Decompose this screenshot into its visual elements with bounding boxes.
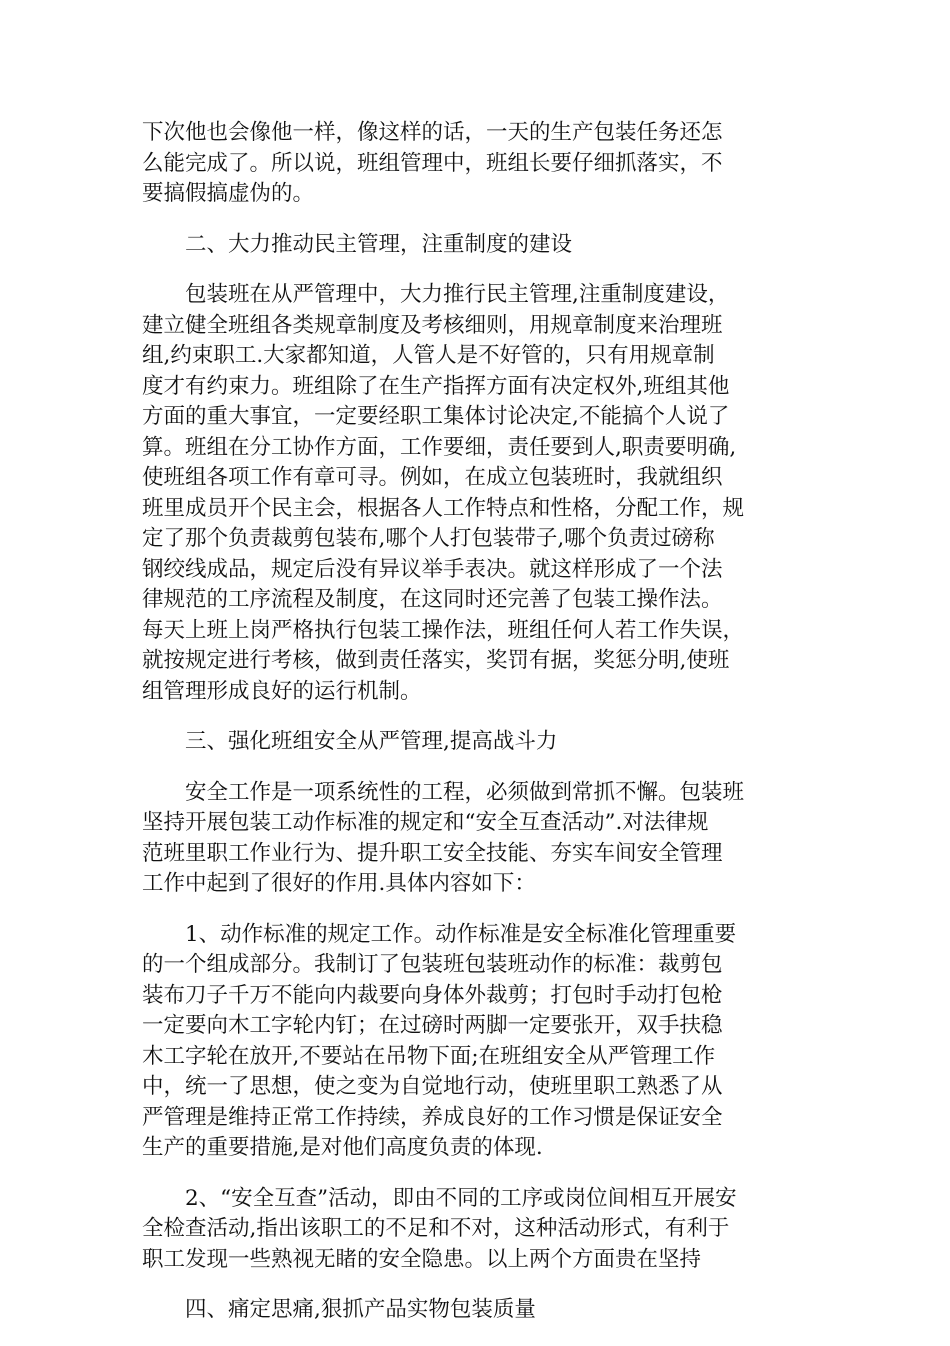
text-line: 2、“安全互查”活动，即由不同的工序或岗位间相互开展安 — [185, 1185, 737, 1211]
text-line: 木工字轮在放开,不要站在吊物下面;在班组安全从严管理工作 — [142, 1043, 716, 1069]
section-heading-2 — [142, 230, 810, 261]
text-line: 建立健全班组各类规章制度及考核细则，用规章制度来治理班 — [142, 312, 723, 338]
text-line: 钢绞线成品，规定后没有异议举手表决。就这样形成了一个法 — [142, 556, 723, 582]
text-line: 工作中起到了很好的作用.具体内容如下： — [142, 871, 536, 896]
text-line: 一定要向木工字轮内钉；在过磅时两脚一定要张开，双手扶稳 — [142, 1013, 723, 1038]
heading-text: 二、大力推动民主管理，注重制度的建设 — [185, 231, 573, 257]
text-line: 律规范的工序流程及制度，在这同时还完善了包装工操作法。 — [142, 587, 723, 612]
text-line: 职工发现一些熟视无睹的安全隐患。以上两个方面贵在坚持 — [142, 1246, 702, 1272]
text-line: 使班组各项工作有章可寻。例如，在成立包装班时，我就组织 — [142, 465, 723, 490]
text-line: 生产的重要措施,是对他们高度负责的体现. — [142, 1135, 543, 1160]
text-line: 严管理是维持正常工作持续，养成良好的工作习惯是保证安全 — [142, 1104, 723, 1130]
section-heading-4 — [142, 1295, 810, 1326]
text-line: 么能完成了。所以说，班组管理中，班组长要仔细抓落实，不 — [142, 150, 723, 176]
text-line: 定了那个负责裁剪包装布,哪个人打包装带子,哪个负责过磅称 — [142, 526, 715, 551]
text-line: 包装班在从严管理中，大力推行民主管理,注重制度建设， — [185, 282, 730, 307]
document-page — [142, 118, 810, 1346]
paragraph-action-standards — [142, 920, 810, 1164]
paragraph-mutual-inspection — [142, 1184, 810, 1276]
paragraph-continuation — [142, 118, 810, 210]
text-line: 全检查活动,指出该职工的不足和不对，这种活动形式，有利于 — [142, 1216, 730, 1241]
heading-text: 三、强化班组安全从严管理,提高战斗力 — [185, 729, 558, 754]
text-line: 度才有约束力。班组除了在生产指挥方面有决定权外,班组其他 — [142, 373, 730, 399]
text-line: 要搞假搞虚伪的。 — [142, 181, 315, 206]
text-line: 每天上班上岗严格执行包装工操作法，班组任何人若工作失误， — [142, 617, 745, 643]
text-line: 1、动作标准的规定工作。动作标准是安全标准化管理重要 — [185, 921, 737, 947]
text-line: 下次他也会像他一样，像这样的话，一天的生产包装任务还怎 — [142, 120, 723, 145]
text-line: 组,约束职工.大家都知道，人管人是不好管的，只有用规章制 — [142, 343, 715, 368]
text-line: 装布刀子千万不能向内裁要向身体外裁剪；打包时手动打包枪 — [142, 982, 723, 1008]
section-heading-3 — [142, 727, 810, 758]
text-line: 班里成员开个民主会，根据各人工作特点和性格，分配工作，规 — [142, 495, 745, 521]
text-line: 的一个组成部分。我制订了包装班包装班动作的标准：裁剪包 — [142, 952, 723, 977]
text-line: 组管理形成良好的运行机制。 — [142, 678, 422, 704]
paragraph-safety-work — [142, 778, 810, 900]
text-line: 就按规定进行考核，做到责任落实，奖罚有据，奖惩分明,使班 — [142, 648, 730, 673]
text-line: 算。班组在分工协作方面，工作要细，责任要到人,职责要明确, — [142, 434, 737, 460]
heading-text: 四、痛定思痛,狠抓产品实物包装质量 — [185, 1297, 536, 1322]
paragraph-democratic-management — [142, 280, 810, 707]
text-line: 安全工作是一项系统性的工程，必须做到常抓不懈。包装班 — [185, 779, 745, 805]
text-line: 范班里职工作业行为、提升职工安全技能、夯实车间安全管理 — [142, 840, 723, 866]
text-line: 坚持开展包装工动作标准的规定和“安全互查活动”.对法律规 — [142, 810, 709, 835]
text-line: 中，统一了思想，使之变为自觉地行动，使班里职工熟悉了从 — [142, 1074, 723, 1099]
text-line: 方面的重大事宜，一定要经职工集体讨论决定,不能搞个人说了 — [142, 404, 730, 429]
